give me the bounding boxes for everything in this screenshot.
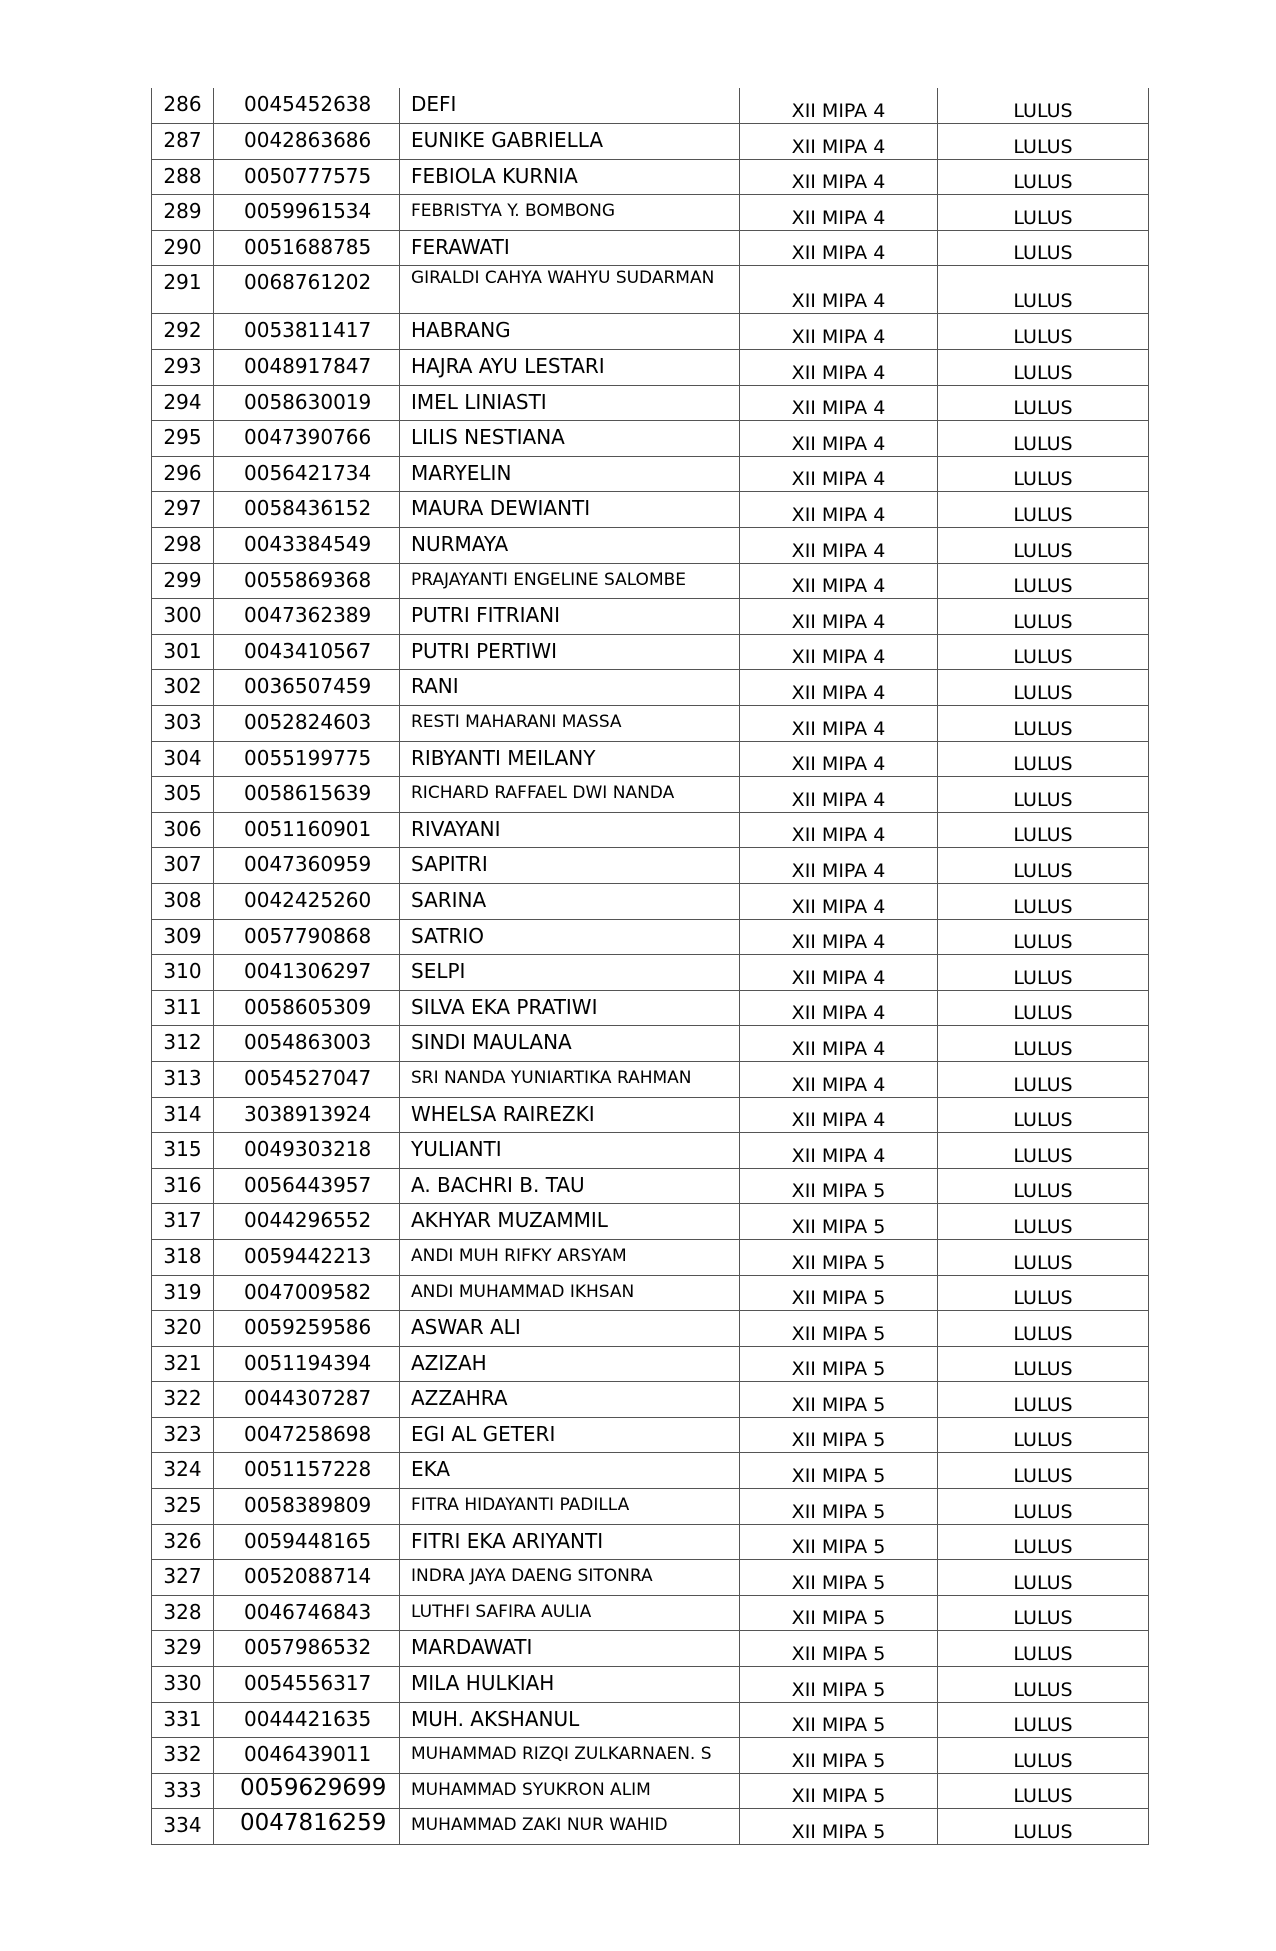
nisn-cell: 0047390766 — [214, 421, 400, 457]
nisn-cell: 0044307287 — [214, 1382, 400, 1418]
nisn-cell: 0042863686 — [214, 124, 400, 160]
table-row — [152, 1560, 1149, 1596]
table-row — [152, 1738, 1149, 1774]
row-number: 288 — [152, 159, 214, 195]
nisn-cell: 0048917847 — [214, 350, 400, 386]
student-name-cell: LUTHFI SAFIRA AULIA — [400, 1595, 740, 1631]
table-row — [152, 1489, 1149, 1525]
nisn-cell: 0051157228 — [214, 1453, 400, 1489]
status-cell: LULUS — [938, 1702, 1149, 1738]
nisn-cell: 0051160901 — [214, 812, 400, 848]
status-cell: LULUS — [938, 314, 1149, 350]
student-name-cell: SAPITRI — [400, 848, 740, 884]
student-name-cell: FEBIOLA KURNIA — [400, 159, 740, 195]
row-number: 305 — [152, 777, 214, 813]
status-cell: LULUS — [938, 990, 1149, 1026]
status-cell: LULUS — [938, 1524, 1149, 1560]
row-number: 296 — [152, 456, 214, 492]
status-cell: LULUS — [938, 1382, 1149, 1418]
row-number: 331 — [152, 1702, 214, 1738]
student-name-cell: RICHARD RAFFAEL DWI NANDA — [400, 777, 740, 813]
table-row — [152, 955, 1149, 991]
status-cell: LULUS — [938, 919, 1149, 955]
class-cell: XII MIPA 4 — [740, 195, 938, 231]
table-row — [152, 385, 1149, 421]
row-number: 312 — [152, 1026, 214, 1062]
class-cell: XII MIPA 4 — [740, 159, 938, 195]
table-row — [152, 1773, 1149, 1809]
student-name-cell: PUTRI FITRIANI — [400, 599, 740, 635]
table-row — [152, 528, 1149, 564]
nisn-cell: 0041306297 — [214, 955, 400, 991]
table-row — [152, 1097, 1149, 1133]
class-cell: XII MIPA 4 — [740, 421, 938, 457]
class-cell: XII MIPA 4 — [740, 124, 938, 160]
row-number: 306 — [152, 812, 214, 848]
nisn-cell: 0043384549 — [214, 528, 400, 564]
class-cell: XII MIPA 4 — [740, 230, 938, 266]
student-name-cell: FITRI EKA ARIYANTI — [400, 1524, 740, 1560]
status-cell: LULUS — [938, 195, 1149, 231]
student-name-cell: ANDI MUH RIFKY ARSYAM — [400, 1239, 740, 1275]
row-number: 292 — [152, 314, 214, 350]
class-cell: XII MIPA 5 — [740, 1631, 938, 1667]
class-cell: XII MIPA 5 — [740, 1204, 938, 1240]
class-cell: XII MIPA 5 — [740, 1809, 938, 1845]
row-number: 298 — [152, 528, 214, 564]
nisn-cell: 0051688785 — [214, 230, 400, 266]
class-cell: XII MIPA 4 — [740, 563, 938, 599]
status-cell: LULUS — [938, 670, 1149, 706]
status-cell: LULUS — [938, 634, 1149, 670]
class-cell: XII MIPA 4 — [740, 1026, 938, 1062]
nisn-cell: 0047009582 — [214, 1275, 400, 1311]
nisn-cell: 0059448165 — [214, 1524, 400, 1560]
class-cell: XII MIPA 5 — [740, 1667, 938, 1703]
student-name-cell: WHELSA RAIREZKI — [400, 1097, 740, 1133]
table-row — [152, 1026, 1149, 1062]
table-row — [152, 159, 1149, 195]
status-cell: LULUS — [938, 1097, 1149, 1133]
graduation-table — [151, 88, 1149, 1845]
row-number: 314 — [152, 1097, 214, 1133]
status-cell: LULUS — [938, 848, 1149, 884]
table-row — [152, 124, 1149, 160]
nisn-cell: 0044296552 — [214, 1204, 400, 1240]
status-cell: LULUS — [938, 1667, 1149, 1703]
status-cell: LULUS — [938, 1275, 1149, 1311]
status-cell: LULUS — [938, 1168, 1149, 1204]
table-row — [152, 706, 1149, 742]
nisn-cell: 0049303218 — [214, 1133, 400, 1169]
row-number: 303 — [152, 706, 214, 742]
student-name-cell: HABRANG — [400, 314, 740, 350]
status-cell: LULUS — [938, 706, 1149, 742]
student-name-cell: MUHAMMAD SYUKRON ALIM — [400, 1773, 740, 1809]
nisn-cell: 0047360959 — [214, 848, 400, 884]
student-name-cell: AZZAHRA — [400, 1382, 740, 1418]
nisn-cell: 0053811417 — [214, 314, 400, 350]
nisn-cell: 0059961534 — [214, 195, 400, 231]
student-name-cell: NURMAYA — [400, 528, 740, 564]
table-row — [152, 563, 1149, 599]
row-number: 326 — [152, 1524, 214, 1560]
status-cell: LULUS — [938, 492, 1149, 528]
class-cell: XII MIPA 5 — [740, 1738, 938, 1774]
table-row — [152, 1667, 1149, 1703]
status-cell: LULUS — [938, 883, 1149, 919]
status-cell: LULUS — [938, 1204, 1149, 1240]
graduation-table-body — [152, 88, 1149, 1845]
class-cell: XII MIPA 5 — [740, 1311, 938, 1347]
table-row — [152, 492, 1149, 528]
status-cell: LULUS — [938, 1773, 1149, 1809]
student-name-cell: SINDI MAULANA — [400, 1026, 740, 1062]
class-cell: XII MIPA 5 — [740, 1417, 938, 1453]
student-name-cell: DEFI — [400, 88, 740, 124]
student-name-cell: AZIZAH — [400, 1346, 740, 1382]
table-row — [152, 812, 1149, 848]
row-number: 293 — [152, 350, 214, 386]
row-number: 321 — [152, 1346, 214, 1382]
class-cell: XII MIPA 4 — [740, 88, 938, 124]
row-number: 316 — [152, 1168, 214, 1204]
student-name-cell: EGI AL GETERI — [400, 1417, 740, 1453]
student-name-cell: MARDAWATI — [400, 1631, 740, 1667]
student-name-cell: INDRA JAYA DAENG SITONRA — [400, 1560, 740, 1596]
student-name-cell: PRAJAYANTI ENGELINE SALOMBE — [400, 563, 740, 599]
nisn-cell: 0068761202 — [214, 266, 400, 314]
class-cell: XII MIPA 4 — [740, 385, 938, 421]
class-cell: XII MIPA 5 — [740, 1560, 938, 1596]
nisn-cell: 0050777575 — [214, 159, 400, 195]
row-number: 307 — [152, 848, 214, 884]
class-cell: XII MIPA 4 — [740, 599, 938, 635]
table-row — [152, 599, 1149, 635]
student-name-cell: RESTI MAHARANI MASSA — [400, 706, 740, 742]
nisn-cell: 0047816259 — [214, 1809, 400, 1845]
status-cell: LULUS — [938, 528, 1149, 564]
table-row — [152, 1595, 1149, 1631]
student-name-cell: SATRIO — [400, 919, 740, 955]
nisn-cell: 0051194394 — [214, 1346, 400, 1382]
student-name-cell: FERAWATI — [400, 230, 740, 266]
row-number: 310 — [152, 955, 214, 991]
status-cell: LULUS — [938, 741, 1149, 777]
student-name-cell: SRI NANDA YUNIARTIKA RAHMAN — [400, 1061, 740, 1097]
nisn-cell: 0056443957 — [214, 1168, 400, 1204]
row-number: 301 — [152, 634, 214, 670]
row-number: 330 — [152, 1667, 214, 1703]
nisn-cell: 0054527047 — [214, 1061, 400, 1097]
class-cell: XII MIPA 5 — [740, 1382, 938, 1418]
class-cell: XII MIPA 4 — [740, 670, 938, 706]
nisn-cell: 0042425260 — [214, 883, 400, 919]
student-name-cell: MARYELIN — [400, 456, 740, 492]
table-row — [152, 1524, 1149, 1560]
status-cell: LULUS — [938, 385, 1149, 421]
nisn-cell: 0056421734 — [214, 456, 400, 492]
status-cell: LULUS — [938, 1311, 1149, 1347]
class-cell: XII MIPA 4 — [740, 777, 938, 813]
table-row — [152, 634, 1149, 670]
table-row — [152, 990, 1149, 1026]
table-row — [152, 1311, 1149, 1347]
row-number: 304 — [152, 741, 214, 777]
nisn-cell: 0036507459 — [214, 670, 400, 706]
row-number: 313 — [152, 1061, 214, 1097]
status-cell: LULUS — [938, 1061, 1149, 1097]
nisn-cell: 0057986532 — [214, 1631, 400, 1667]
status-cell: LULUS — [938, 1809, 1149, 1845]
class-cell: XII MIPA 5 — [740, 1595, 938, 1631]
row-number: 325 — [152, 1489, 214, 1525]
class-cell: XII MIPA 4 — [740, 706, 938, 742]
row-number: 319 — [152, 1275, 214, 1311]
row-number: 294 — [152, 385, 214, 421]
nisn-cell: 0047258698 — [214, 1417, 400, 1453]
table-row — [152, 314, 1149, 350]
status-cell: LULUS — [938, 1239, 1149, 1275]
class-cell: XII MIPA 4 — [740, 1133, 938, 1169]
status-cell: LULUS — [938, 1631, 1149, 1667]
class-cell: XII MIPA 4 — [740, 919, 938, 955]
status-cell: LULUS — [938, 266, 1149, 314]
status-cell: LULUS — [938, 1346, 1149, 1382]
nisn-cell: 0059259586 — [214, 1311, 400, 1347]
row-number: 318 — [152, 1239, 214, 1275]
nisn-cell: 0054863003 — [214, 1026, 400, 1062]
row-number: 327 — [152, 1560, 214, 1596]
class-cell: XII MIPA 4 — [740, 741, 938, 777]
class-cell: XII MIPA 4 — [740, 1097, 938, 1133]
student-name-cell: YULIANTI — [400, 1133, 740, 1169]
nisn-cell: 0059629699 — [214, 1773, 400, 1809]
class-cell: XII MIPA 4 — [740, 492, 938, 528]
student-name-cell: IMEL LINIASTI — [400, 385, 740, 421]
student-name-cell: ANDI MUHAMMAD IKHSAN — [400, 1275, 740, 1311]
table-row — [152, 1275, 1149, 1311]
table-row — [152, 1809, 1149, 1845]
row-number: 289 — [152, 195, 214, 231]
status-cell: LULUS — [938, 812, 1149, 848]
status-cell: LULUS — [938, 1417, 1149, 1453]
status-cell: LULUS — [938, 1453, 1149, 1489]
table-row — [152, 1346, 1149, 1382]
row-number: 334 — [152, 1809, 214, 1845]
status-cell: LULUS — [938, 421, 1149, 457]
class-cell: XII MIPA 4 — [740, 350, 938, 386]
table-row — [152, 1631, 1149, 1667]
row-number: 309 — [152, 919, 214, 955]
student-name-cell: MUH. AKSHANUL — [400, 1702, 740, 1738]
row-number: 323 — [152, 1417, 214, 1453]
nisn-cell: 0057790868 — [214, 919, 400, 955]
status-cell: LULUS — [938, 955, 1149, 991]
row-number: 333 — [152, 1773, 214, 1809]
nisn-cell: 0058389809 — [214, 1489, 400, 1525]
row-number: 291 — [152, 266, 214, 314]
row-number: 299 — [152, 563, 214, 599]
status-cell: LULUS — [938, 599, 1149, 635]
row-number: 322 — [152, 1382, 214, 1418]
row-number: 308 — [152, 883, 214, 919]
student-name-cell: SARINA — [400, 883, 740, 919]
class-cell: XII MIPA 4 — [740, 634, 938, 670]
student-name-cell: A. BACHRI B. TAU — [400, 1168, 740, 1204]
student-name-cell: HAJRA AYU LESTARI — [400, 350, 740, 386]
nisn-cell: 0052088714 — [214, 1560, 400, 1596]
table-row — [152, 883, 1149, 919]
class-cell: XII MIPA 5 — [740, 1168, 938, 1204]
row-number: 317 — [152, 1204, 214, 1240]
table-row — [152, 1204, 1149, 1240]
row-number: 300 — [152, 599, 214, 635]
table-row — [152, 777, 1149, 813]
row-number: 320 — [152, 1311, 214, 1347]
row-number: 302 — [152, 670, 214, 706]
table-row — [152, 741, 1149, 777]
row-number: 329 — [152, 1631, 214, 1667]
class-cell: XII MIPA 5 — [740, 1489, 938, 1525]
status-cell: LULUS — [938, 88, 1149, 124]
status-cell: LULUS — [938, 1026, 1149, 1062]
class-cell: XII MIPA 4 — [740, 456, 938, 492]
nisn-cell: 0055199775 — [214, 741, 400, 777]
nisn-cell: 0058436152 — [214, 492, 400, 528]
nisn-cell: 0046439011 — [214, 1738, 400, 1774]
student-name-cell: MUHAMMAD RIZQI ZULKARNAEN. S — [400, 1738, 740, 1774]
class-cell: XII MIPA 5 — [740, 1702, 938, 1738]
student-name-cell: LILIS NESTIANA — [400, 421, 740, 457]
table-row — [152, 456, 1149, 492]
table-row — [152, 230, 1149, 266]
nisn-cell: 0058630019 — [214, 385, 400, 421]
nisn-cell: 0046746843 — [214, 1595, 400, 1631]
student-name-cell: MAURA DEWIANTI — [400, 492, 740, 528]
student-name-cell: ASWAR ALI — [400, 1311, 740, 1347]
student-name-cell: SELPI — [400, 955, 740, 991]
status-cell: LULUS — [938, 1560, 1149, 1596]
class-cell: XII MIPA 4 — [740, 528, 938, 564]
status-cell: LULUS — [938, 1595, 1149, 1631]
table-row — [152, 1453, 1149, 1489]
row-number: 295 — [152, 421, 214, 457]
nisn-cell: 0043410567 — [214, 634, 400, 670]
table-row — [152, 919, 1149, 955]
student-name-cell: RIBYANTI MEILANY — [400, 741, 740, 777]
nisn-cell: 0052824603 — [214, 706, 400, 742]
row-number: 332 — [152, 1738, 214, 1774]
row-number: 286 — [152, 88, 214, 124]
table-row — [152, 670, 1149, 706]
status-cell: LULUS — [938, 1489, 1149, 1525]
table-row — [152, 350, 1149, 386]
table-row — [152, 1702, 1149, 1738]
table-row — [152, 421, 1149, 457]
student-name-cell: RANI — [400, 670, 740, 706]
class-cell: XII MIPA 5 — [740, 1453, 938, 1489]
status-cell: LULUS — [938, 1738, 1149, 1774]
row-number: 315 — [152, 1133, 214, 1169]
nisn-cell: 0058615639 — [214, 777, 400, 813]
table-row — [152, 88, 1149, 124]
nisn-cell: 0047362389 — [214, 599, 400, 635]
nisn-cell: 0055869368 — [214, 563, 400, 599]
table-row — [152, 1417, 1149, 1453]
class-cell: XII MIPA 4 — [740, 955, 938, 991]
nisn-cell: 0058605309 — [214, 990, 400, 1026]
status-cell: LULUS — [938, 230, 1149, 266]
student-name-cell: EKA — [400, 1453, 740, 1489]
class-cell: XII MIPA 5 — [740, 1346, 938, 1382]
status-cell: LULUS — [938, 124, 1149, 160]
student-name-cell: AKHYAR MUZAMMIL — [400, 1204, 740, 1240]
table-row — [152, 266, 1149, 314]
student-name-cell: GIRALDI CAHYA WAHYU SUDARMAN — [400, 266, 740, 314]
status-cell: LULUS — [938, 563, 1149, 599]
class-cell: XII MIPA 4 — [740, 990, 938, 1026]
table-row — [152, 1239, 1149, 1275]
student-name-cell: RIVAYANI — [400, 812, 740, 848]
class-cell: XII MIPA 5 — [740, 1239, 938, 1275]
student-name-cell: PUTRI PERTIWI — [400, 634, 740, 670]
student-name-cell: FEBRISTYA Y. BOMBONG — [400, 195, 740, 231]
status-cell: LULUS — [938, 350, 1149, 386]
status-cell: LULUS — [938, 777, 1149, 813]
table-row — [152, 848, 1149, 884]
class-cell: XII MIPA 4 — [740, 266, 938, 314]
class-cell: XII MIPA 4 — [740, 314, 938, 350]
row-number: 290 — [152, 230, 214, 266]
class-cell: XII MIPA 4 — [740, 883, 938, 919]
row-number: 328 — [152, 1595, 214, 1631]
class-cell: XII MIPA 5 — [740, 1773, 938, 1809]
status-cell: LULUS — [938, 159, 1149, 195]
nisn-cell: 0045452638 — [214, 88, 400, 124]
class-cell: XII MIPA 4 — [740, 848, 938, 884]
nisn-cell: 0059442213 — [214, 1239, 400, 1275]
class-cell: XII MIPA 4 — [740, 812, 938, 848]
table-row — [152, 1168, 1149, 1204]
nisn-cell: 0044421635 — [214, 1702, 400, 1738]
row-number: 287 — [152, 124, 214, 160]
status-cell: LULUS — [938, 1133, 1149, 1169]
nisn-cell: 0054556317 — [214, 1667, 400, 1703]
table-row — [152, 195, 1149, 231]
row-number: 324 — [152, 1453, 214, 1489]
table-row — [152, 1382, 1149, 1418]
student-name-cell: MILA HULKIAH — [400, 1667, 740, 1703]
student-name-cell: SILVA EKA PRATIWI — [400, 990, 740, 1026]
table-row — [152, 1133, 1149, 1169]
class-cell: XII MIPA 5 — [740, 1275, 938, 1311]
student-name-cell: EUNIKE GABRIELLA — [400, 124, 740, 160]
student-name-cell: FITRA HIDAYANTI PADILLA — [400, 1489, 740, 1525]
row-number: 297 — [152, 492, 214, 528]
table-row — [152, 1061, 1149, 1097]
row-number: 311 — [152, 990, 214, 1026]
class-cell: XII MIPA 4 — [740, 1061, 938, 1097]
class-cell: XII MIPA 5 — [740, 1524, 938, 1560]
nisn-cell: 3038913924 — [214, 1097, 400, 1133]
status-cell: LULUS — [938, 456, 1149, 492]
student-name-cell: MUHAMMAD ZAKI NUR WAHID — [400, 1809, 740, 1845]
